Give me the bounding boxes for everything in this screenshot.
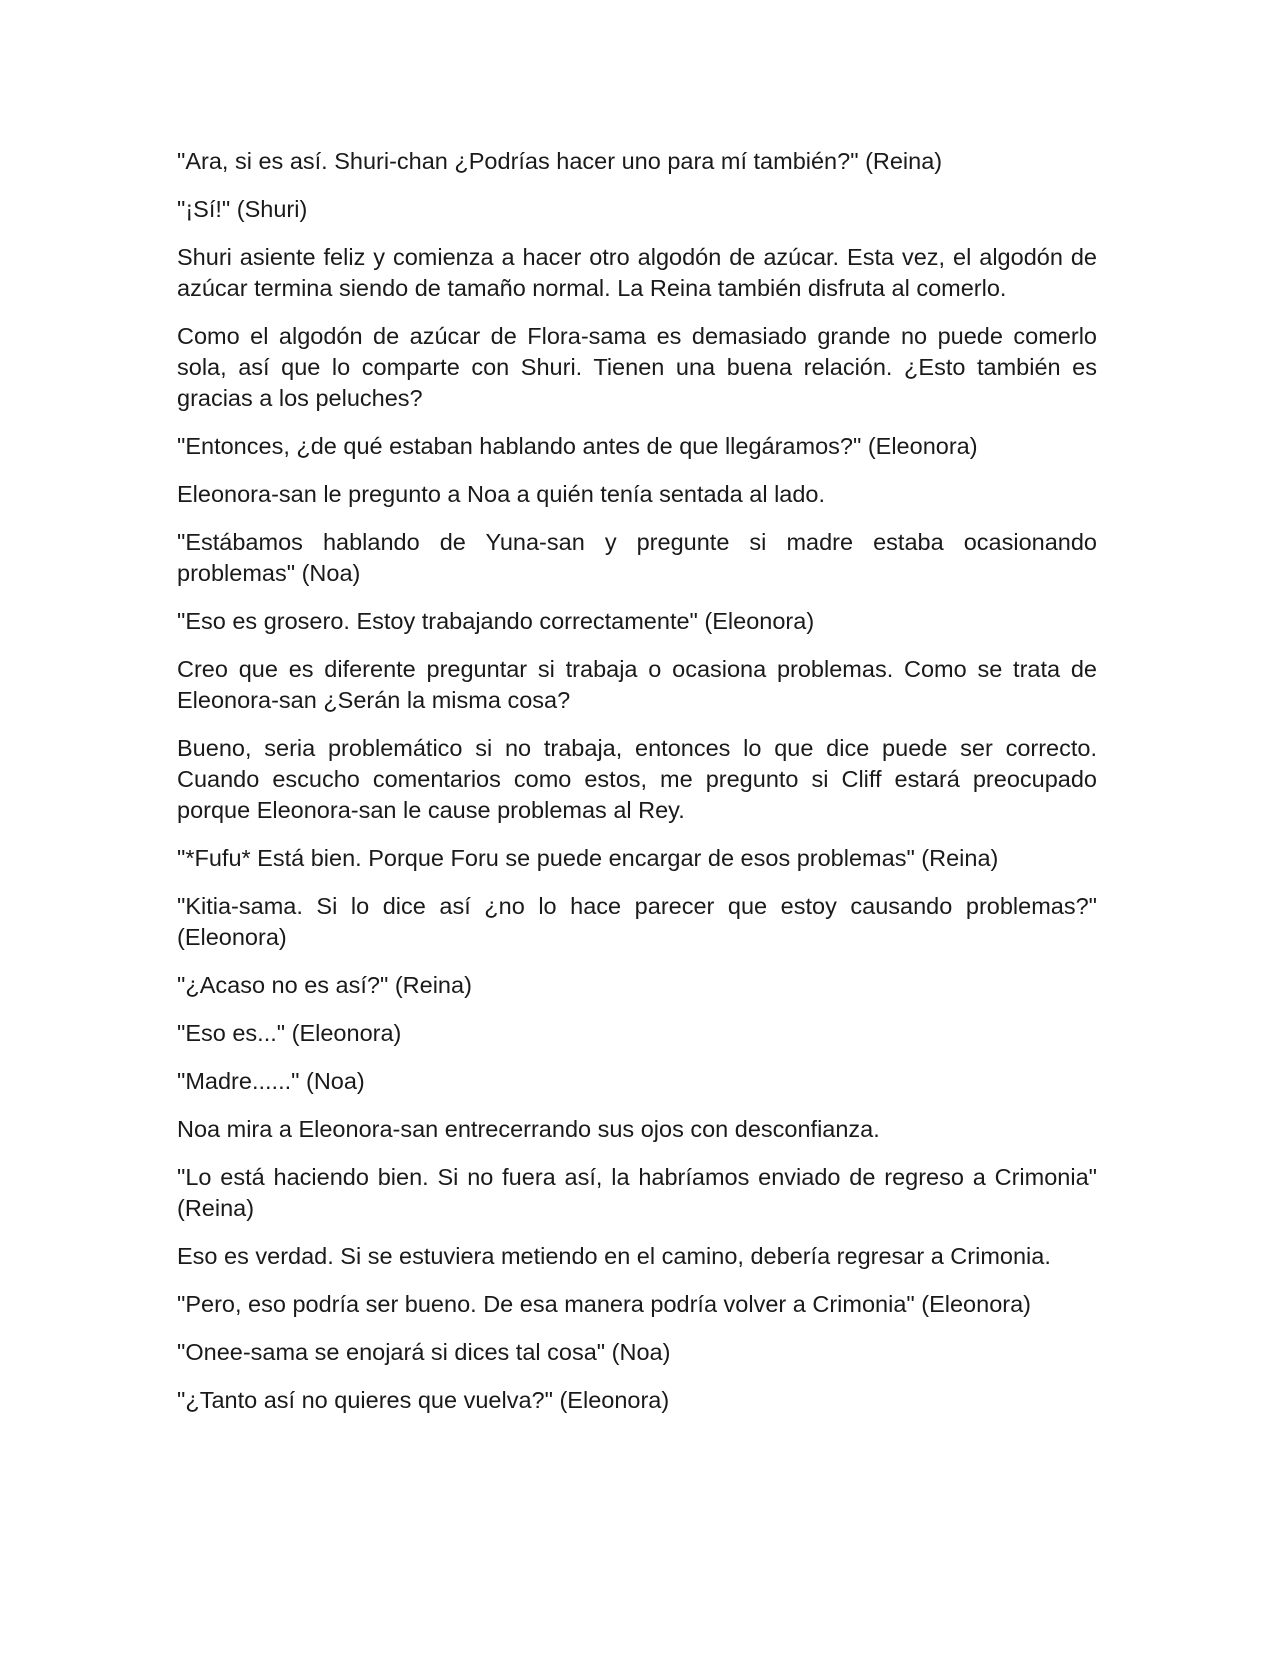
paragraph-19: "Pero, eso podría ser bueno. De esa manera podría volver a Crimonia" (Eleonora)	[177, 1291, 1031, 1317]
paragraph-3: Shuri asiente feliz y comienza a hacer otro algodón de azúcar. Esta vez, el algodón de azúcar termina siendo de tamaño normal. La Reina también disfruta al comerlo.	[177, 244, 1097, 301]
paragraph-21: "¿Tanto así no quieres que vuelva?" (Eleonora)	[177, 1387, 670, 1413]
paragraph-10: Bueno, seria problemático si no trabaja, entonces lo que dice puede ser correcto. Cuando escucho comentarios como estos, me pregunto si Cliff estará preocupado porque Eleonora-san le cause problemas al Rey.	[177, 735, 1097, 823]
paragraph-6: Eleonora-san le pregunto a Noa a quién tenía sentada al lado.	[177, 481, 826, 507]
paragraph-1: "Ara, si es así. Shuri-chan ¿Podrías hacer uno para mí también?" (Reina)	[177, 148, 943, 174]
paragraph-8: "Eso es grosero. Estoy trabajando correctamente" (Eleonora)	[177, 608, 815, 634]
paragraph-16: Noa mira a Eleonora-san entrecerrando sus ojos con desconfianza.	[177, 1116, 880, 1142]
paragraph-20: "Onee-sama se enojará si dices tal cosa" (Noa)	[177, 1339, 671, 1365]
paragraph-11: "*Fufu* Está bien. Porque Foru se puede encargar de esos problemas" (Reina)	[177, 845, 999, 871]
paragraph-12: "Kitia-sama. Si lo dice así ¿no lo hace parecer que estoy causando problemas?" (Eleonora)	[177, 893, 1097, 950]
paragraph-7: "Estábamos hablando de Yuna-san y pregunte si madre estaba ocasionando problemas" (Noa)	[177, 529, 1097, 586]
paragraph-18: Eso es verdad. Si se estuviera metiendo en el camino, debería regresar a Crimonia.	[177, 1243, 1051, 1269]
paragraph-14: "Eso es..." (Eleonora)	[177, 1020, 402, 1046]
paragraph-17: "Lo está haciendo bien. Si no fuera así, la habríamos enviado de regreso a Crimonia" (Reina)	[177, 1164, 1097, 1221]
paragraph-4: Como el algodón de azúcar de Flora-sama es demasiado grande no puede comerlo sola, así que lo comparte con Shuri. Tienen una buena relación. ¿Esto también es gracias a los peluches?	[177, 323, 1097, 411]
paragraph-15: "Madre......" (Noa)	[177, 1068, 365, 1094]
paragraph-13: "¿Acaso no es así?" (Reina)	[177, 972, 472, 998]
paragraph-2: "¡Sí!" (Shuri)	[177, 196, 308, 222]
document-page	[177, 146, 1097, 1433]
paragraph-5: "Entonces, ¿de qué estaban hablando antes de que llegáramos?" (Eleonora)	[177, 433, 978, 459]
paragraph-9: Creo que es diferente preguntar si trabaja o ocasiona problemas. Como se trata de Eleonora-san ¿Serán la misma cosa?	[177, 656, 1097, 713]
